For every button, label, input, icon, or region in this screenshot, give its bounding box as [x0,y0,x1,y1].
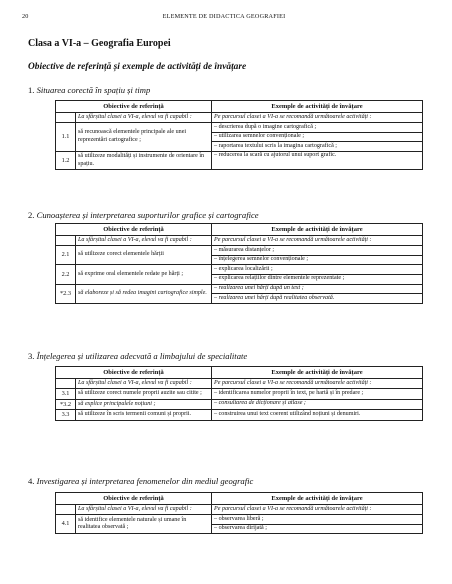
header-activities: Exemple de activități de învățare [212,493,423,505]
activity-item: – identificarea numelor proprii în text, pe hartă și în predare ; [212,389,423,400]
section-title: Înțelegerea și utilizarea adecvată a limbajului de specialitate [36,351,248,361]
activity-item: – explicarea relațiilor dintre elementele reprezentate ; [212,274,423,284]
header-objectives: Obiective de referință [56,493,212,505]
objective-text: să exprime oral elementele redate pe hărți ; [76,265,212,284]
objective-number: 2.1 [56,246,76,265]
activity-item: – explicarea localizării ; [212,265,423,275]
section-title: Investigarea și interpretarea fenomenelor din mediul geografic [36,476,254,486]
objective-number: 4.1 [56,515,76,534]
table-row [56,515,423,525]
table-row [56,504,423,515]
table-row [56,151,423,169]
section-heading [28,476,253,486]
objective-text: să utilizeze corect elementele hărții [76,246,212,265]
intro-activity: Pe parcursul clasei a VI-a se recomandă următoarele activități : [212,235,423,246]
table-row [56,410,423,421]
intro-objective: La sfârșitul clasei a VI-a, elevul va fi capabil : [76,112,212,123]
empty-cell [56,112,76,123]
activity-item: – observarea dirijată ; [212,524,423,534]
running-header [22,13,426,24]
objective-number: *3.2 [56,399,76,410]
empty-cell [56,378,76,389]
page-number: 20 [22,13,29,20]
activity-item: – utilizarea semnelor convenționale ; [212,132,423,142]
objectives-table [55,366,423,421]
table-header-row [56,224,423,236]
chapter-title: Clasa a VI-a – Geografia Europei [28,38,171,49]
objectives-table [55,492,423,534]
objective-text: să utilizeze modalități și instrumente de orientare în spațiu. [76,151,212,169]
activity-item: – raportarea textului scris la imagina cartografică ; [212,142,423,152]
table-row [56,235,423,246]
table-row [56,389,423,400]
empty-cell [56,235,76,246]
table-row [56,246,423,256]
objective-text: să explice principalele noțiuni ; [76,399,212,410]
objective-text: să utilizeze corect numele proprii auzite sau citite ; [76,389,212,400]
objective-number: 3.3 [56,410,76,421]
activity-item: – înțelegerea semnelor convenționale ; [212,255,423,265]
header-objectives: Obiective de referință [56,224,212,236]
intro-objective: La sfârșitul clasei a VI-a, elevul va fi capabil : [76,504,212,515]
header-activities: Exemple de activități de învățare [212,224,423,236]
table-row [56,378,423,389]
section-number: 4. [28,476,35,486]
objective-text: să recunoască elementele principale ale unei reprezentări cartografice ; [76,123,212,152]
activity-item: – reducerea la scară cu ajutorul unui suport grafic. [212,151,423,169]
objective-number: 1.2 [56,151,76,169]
table-row [56,399,423,410]
objective-text: să utilizeze în scris termenii comuni și proprii. [76,410,212,421]
header-objectives: Obiective de referință [56,367,212,379]
activity-item: – construirea unui text coerent utilizând noțiuni și denumiri. [212,410,423,421]
table-row [56,284,423,294]
objective-text: să elaboreze și să redea imagini cartografice simple. [76,284,212,303]
section-number: 1. [28,85,35,95]
section-number: 2. [28,210,35,220]
running-title: ELEMENTE DE DIDACTICA GEOGRAFIEI [162,13,286,20]
empty-cell [56,504,76,515]
section-heading [28,210,259,220]
intro-objective: La sfârșitul clasei a VI-a, elevul va fi capabil : [76,235,212,246]
section-title: Cunoașterea și interpretarea suporturilor grafice și cartografice [36,210,259,220]
intro-activity: Pe parcursul clasei a VI-a se recomandă următoarele activități : [212,504,423,515]
intro-activity: Pe parcursul clasei a VI-a se recomandă următoarele activități : [212,112,423,123]
table-header-row [56,101,423,113]
activity-item: – realizarea unei hărți după realitatea observată. [212,294,423,304]
header-activities: Exemple de activități de învățare [212,367,423,379]
table-row [56,112,423,123]
activity-item: – realizarea unei hărți după un text ; [212,284,423,294]
objective-number: *2.3 [56,284,76,303]
activity-item: – observarea liberă ; [212,515,423,525]
section-heading [28,85,150,95]
section-title: Situarea corectă în spațiu și timp [36,85,151,95]
activity-item: – consultarea de dicționare și atlase ; [212,399,423,410]
section-subtitle: Obiective de referință și exemple de activități de învățare [28,62,247,72]
activity-item: – măsurarea distanțelor ; [212,246,423,256]
table-row [56,123,423,133]
table-header-row [56,367,423,379]
objectives-table [55,223,423,304]
objective-number: 2.2 [56,265,76,284]
table-header-row [56,493,423,505]
intro-activity: Pe parcursul clasei a VI-a se recomandă următoarele activități : [212,378,423,389]
section-number: 3. [28,351,35,361]
section-heading [28,351,247,361]
activity-item: – descrierea după o imagine cartografică ; [212,123,423,133]
header-objectives: Obiective de referință [56,101,212,113]
objective-number: 3.1 [56,389,76,400]
objective-text: să identifice elementele naturale și umane în realitatea observată ; [76,515,212,534]
objective-number: 1.1 [56,123,76,152]
objectives-table [55,100,423,170]
intro-objective: La sfârșitul clasei a VI-a, elevul va fi capabil : [76,378,212,389]
header-activities: Exemple de activități de învățare [212,101,423,113]
table-row [56,265,423,275]
